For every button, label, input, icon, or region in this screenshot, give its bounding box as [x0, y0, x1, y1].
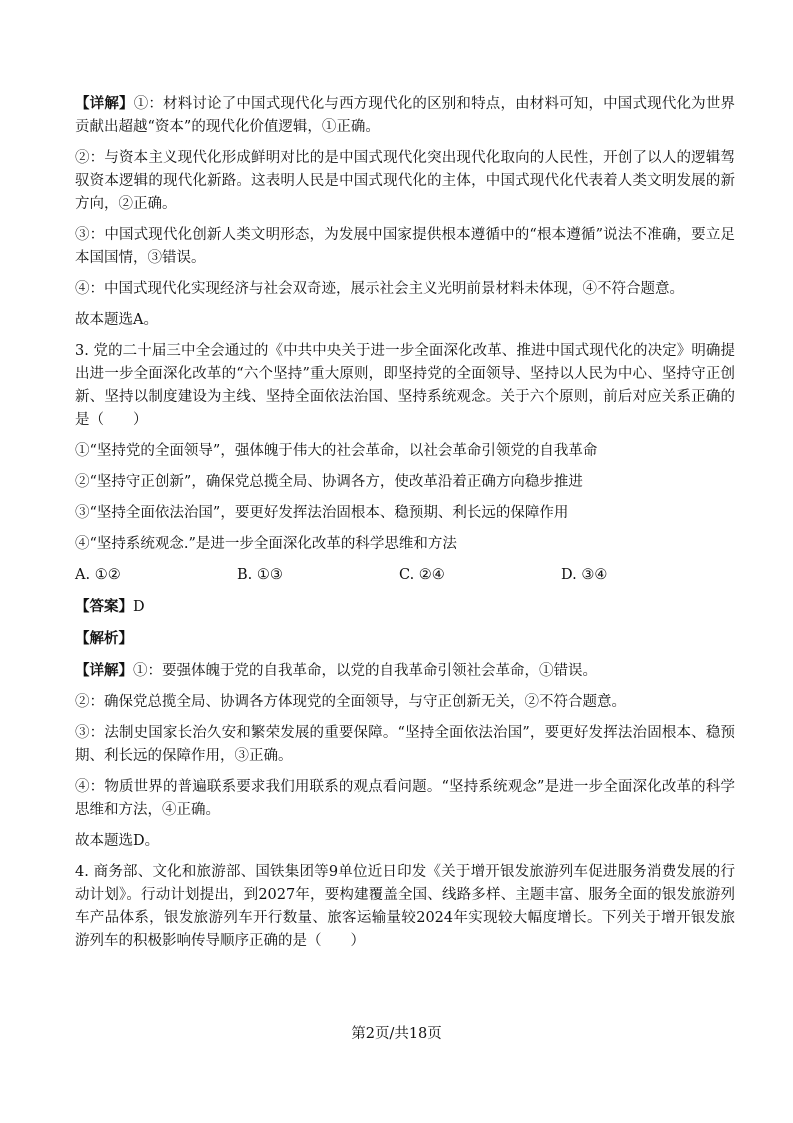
- paragraph-text: 4. 商务部、文化和旅游部、国铁集团等9单位近日印发《关于增开银发旅游列车促进服务消费发展的行动计划》。行动计划提出，到2027年，要构建覆盖全国、线路多样、主题丰富、服务全面的银发旅游列车产品体系，银发旅游列车开行数量、旅客运输量较2024年实现较大幅度增长。下列关于增开银发旅游列车的积极影响传导顺序正确的是（ ）: [75, 864, 735, 949]
- section-tag: 【解析】: [75, 630, 133, 647]
- paragraph-text: ①：材料讨论了中国式现代化与西方现代化的区别和特点，由材料可知，中国式现代化为世界贡献出超越“资本”的现代化价值逻辑，①正确。: [75, 96, 736, 135]
- paragraph: [75, 224, 735, 270]
- paragraph: [75, 471, 735, 494]
- paragraph-text: 故本题选D。: [75, 833, 160, 849]
- paragraph: [75, 440, 735, 463]
- page-footer: 第2页/共18页: [351, 1026, 442, 1042]
- paragraph-text: 3. 党的二十届三中全会通过的《中共中央关于进一步全面深化改革、推进中国式现代化的决定》明确提出进一步全面深化改革的“六个坚持”重大原则，即坚持党的全面领导、坚持以人民为中心、坚持守正创新、坚持以制度建设为主线、坚持全面依法治国、坚持系统观念。关于六个原则，前后对应关系正确的是（ ）: [75, 343, 735, 428]
- paragraph: [75, 659, 735, 683]
- paragraph: [75, 309, 735, 332]
- section-tag: 【详解】: [75, 662, 133, 679]
- paragraph: [75, 830, 735, 853]
- answer-option: C. ②④: [399, 567, 445, 583]
- paragraph: [75, 776, 735, 822]
- paragraph-text: ③：中国式现代化创新人类文明形态，为发展中国家提供根本遵循中的“根本遵循”说法不准确，要立足本国国情，③错误。: [75, 227, 735, 266]
- paragraph: [75, 278, 735, 301]
- paragraph: [75, 147, 735, 216]
- paragraph: [75, 861, 735, 953]
- paragraph: [75, 92, 735, 139]
- paragraph-text: ②“坚持守正创新”，确保党总揽全局、协调各方，使改革沿着正确方向稳步推进: [75, 474, 583, 490]
- paragraph-text: ②：确保党总揽全局、协调各方体现党的全面领导，与守正创新无关，②不符合题意。: [75, 694, 626, 710]
- answer-option: B. ①③: [237, 567, 283, 583]
- section-tag: 【详解】: [75, 95, 134, 112]
- paragraph: [75, 722, 735, 768]
- paragraph: [75, 595, 735, 619]
- answer-option: A. ①②: [75, 567, 121, 583]
- section-tag: 【答案】: [75, 598, 133, 615]
- paragraph-text: ④“坚持系统观念.”是进一步全面深化改革的科学思维和方法: [75, 536, 457, 552]
- answer-options: [75, 564, 735, 587]
- paragraph: [75, 502, 735, 525]
- paragraph-text: ④：中国式现代化实现经济与社会双奇迹，展示社会主义光明前景材料未体现，④不符合题意。: [75, 281, 684, 297]
- paragraph-text: ④：物质世界的普遍联系要求我们用联系的观点看问题。“坚持系统观念”是进一步全面深化改革的科学思维和方法，④正确。: [75, 779, 735, 818]
- paragraph: [75, 533, 735, 556]
- paragraph: [75, 340, 735, 432]
- paragraph-text: ③：法制史国家长治久安和繁荣发展的重要保障。“坚持全面依法治国”，要更好发挥法治固根本、稳预期、利长远的保障作用，③正确。: [75, 725, 735, 764]
- paragraph-text: ②：与资本主义现代化形成鲜明对比的是中国式现代化突出现代化取向的人民性，开创了以人的逻辑驾驭资本逻辑的现代化新路。这表明人民是中国式现代化的主体，中国式现代化代表着人类文明发展的新方向，②正确。: [75, 150, 735, 212]
- paragraph-text: ③“坚持全面依法治国”，要更好发挥法治固根本、稳预期、利长远的保障作用: [75, 505, 569, 521]
- answer-option: D. ③④: [561, 567, 608, 583]
- paragraph-text: 故本题选A。: [75, 312, 158, 328]
- paragraph-text: ①“坚持党的全面领导”，强体魄于伟大的社会革命，以社会革命引领党的自我革命: [75, 443, 598, 459]
- paragraph-text: D: [133, 599, 145, 615]
- document-body: [75, 92, 735, 961]
- paragraph: [75, 691, 735, 714]
- paragraph-text: ①：要强体魄于党的自我革命，以党的自我革命引领社会革命，①错误。: [133, 663, 597, 679]
- paragraph: [75, 627, 735, 651]
